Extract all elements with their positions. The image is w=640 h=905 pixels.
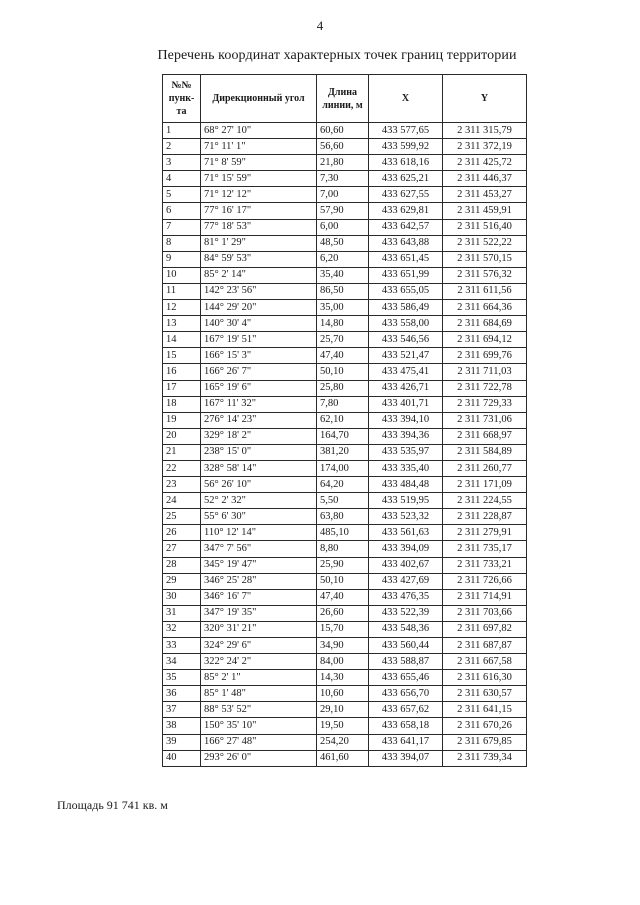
cell-direction-angle: 144° 29' 20" xyxy=(201,300,317,316)
cell-x: 433 642,57 xyxy=(369,219,443,235)
cell-point-number: 24 xyxy=(163,493,201,509)
cell-y: 2 311 446,37 xyxy=(443,171,527,187)
table-row xyxy=(163,267,527,283)
cell-direction-angle: 320° 31' 21" xyxy=(201,621,317,637)
cell-direction-angle: 166° 26' 7" xyxy=(201,364,317,380)
cell-point-number: 8 xyxy=(163,235,201,251)
cell-point-number: 32 xyxy=(163,621,201,637)
cell-direction-angle: 346° 25' 28" xyxy=(201,573,317,589)
cell-direction-angle: 166° 27' 48" xyxy=(201,734,317,750)
cell-y: 2 311 670,26 xyxy=(443,718,527,734)
cell-x: 433 523,32 xyxy=(369,509,443,525)
cell-point-number: 6 xyxy=(163,203,201,219)
cell-y: 2 311 668,97 xyxy=(443,428,527,444)
cell-point-number: 2 xyxy=(163,139,201,155)
cell-y: 2 311 664,36 xyxy=(443,300,527,316)
cell-x: 433 521,47 xyxy=(369,348,443,364)
cell-x: 433 394,36 xyxy=(369,428,443,444)
cell-x: 433 426,71 xyxy=(369,380,443,396)
table-row xyxy=(163,686,527,702)
cell-direction-angle: 166° 15' 3" xyxy=(201,348,317,364)
cell-direction-angle: 77° 16' 17" xyxy=(201,203,317,219)
cell-point-number: 22 xyxy=(163,460,201,476)
cell-point-number: 30 xyxy=(163,589,201,605)
cell-x: 433 651,45 xyxy=(369,251,443,267)
cell-direction-angle: 293° 26' 0" xyxy=(201,750,317,766)
cell-x: 433 655,46 xyxy=(369,670,443,686)
cell-y: 2 311 630,57 xyxy=(443,686,527,702)
cell-point-number: 1 xyxy=(163,123,201,139)
cell-point-number: 19 xyxy=(163,412,201,428)
cell-y: 2 311 279,91 xyxy=(443,525,527,541)
table-row xyxy=(163,283,527,299)
cell-line-length: 26,60 xyxy=(317,605,369,621)
cell-x: 433 522,39 xyxy=(369,605,443,621)
cell-point-number: 39 xyxy=(163,734,201,750)
table-row xyxy=(163,670,527,686)
cell-y: 2 311 228,87 xyxy=(443,509,527,525)
cell-direction-angle: 167° 19' 51" xyxy=(201,332,317,348)
cell-direction-angle: 110° 12' 14" xyxy=(201,525,317,541)
cell-y: 2 311 372,19 xyxy=(443,139,527,155)
cell-y: 2 311 684,69 xyxy=(443,316,527,332)
cell-x: 433 484,48 xyxy=(369,477,443,493)
table-row xyxy=(163,364,527,380)
cell-y: 2 311 731,06 xyxy=(443,412,527,428)
cell-x: 433 475,41 xyxy=(369,364,443,380)
cell-x: 433 657,62 xyxy=(369,702,443,718)
header-point-number: №№ пунк-та xyxy=(163,75,201,123)
cell-x: 433 546,56 xyxy=(369,332,443,348)
table-row xyxy=(163,203,527,219)
header-y: Y xyxy=(443,75,527,123)
cell-y: 2 311 694,12 xyxy=(443,332,527,348)
cell-direction-angle: 56° 26' 10" xyxy=(201,477,317,493)
table-row xyxy=(163,396,527,412)
cell-direction-angle: 324° 29' 6" xyxy=(201,638,317,654)
cell-direction-angle: 77° 18' 53" xyxy=(201,219,317,235)
cell-line-length: 485,10 xyxy=(317,525,369,541)
cell-line-length: 25,70 xyxy=(317,332,369,348)
cell-line-length: 15,70 xyxy=(317,621,369,637)
cell-y: 2 311 584,89 xyxy=(443,444,527,460)
cell-line-length: 60,60 xyxy=(317,123,369,139)
cell-x: 433 643,88 xyxy=(369,235,443,251)
cell-line-length: 10,60 xyxy=(317,686,369,702)
cell-line-length: 5,50 xyxy=(317,493,369,509)
table-header-row xyxy=(163,75,527,123)
cell-point-number: 36 xyxy=(163,686,201,702)
cell-direction-angle: 140° 30' 4" xyxy=(201,316,317,332)
cell-line-length: 8,80 xyxy=(317,541,369,557)
cell-y: 2 311 697,82 xyxy=(443,621,527,637)
cell-point-number: 21 xyxy=(163,444,201,460)
cell-point-number: 35 xyxy=(163,670,201,686)
cell-line-length: 50,10 xyxy=(317,364,369,380)
table-row xyxy=(163,460,527,476)
table-row xyxy=(163,477,527,493)
cell-direction-angle: 71° 15' 59" xyxy=(201,171,317,187)
table-row xyxy=(163,444,527,460)
cell-point-number: 14 xyxy=(163,332,201,348)
cell-direction-angle: 238° 15' 0" xyxy=(201,444,317,460)
cell-direction-angle: 85° 1' 48" xyxy=(201,686,317,702)
cell-line-length: 19,50 xyxy=(317,718,369,734)
cell-direction-angle: 71° 8' 59" xyxy=(201,155,317,171)
cell-x: 433 656,70 xyxy=(369,686,443,702)
cell-y: 2 311 522,22 xyxy=(443,235,527,251)
cell-line-length: 7,00 xyxy=(317,187,369,203)
cell-point-number: 10 xyxy=(163,267,201,283)
cell-direction-angle: 68° 27' 10" xyxy=(201,123,317,139)
cell-line-length: 35,40 xyxy=(317,267,369,283)
cell-line-length: 34,90 xyxy=(317,638,369,654)
cell-y: 2 311 735,17 xyxy=(443,541,527,557)
cell-line-length: 50,10 xyxy=(317,573,369,589)
cell-direction-angle: 81° 1' 29" xyxy=(201,235,317,251)
cell-point-number: 9 xyxy=(163,251,201,267)
table-row xyxy=(163,412,527,428)
cell-point-number: 28 xyxy=(163,557,201,573)
cell-y: 2 311 641,15 xyxy=(443,702,527,718)
cell-y: 2 311 726,66 xyxy=(443,573,527,589)
cell-point-number: 34 xyxy=(163,654,201,670)
cell-line-length: 29,10 xyxy=(317,702,369,718)
table-row xyxy=(163,702,527,718)
table-row xyxy=(163,332,527,348)
cell-direction-angle: 347° 19' 35" xyxy=(201,605,317,621)
cell-x: 433 335,40 xyxy=(369,460,443,476)
cell-direction-angle: 167° 11' 32" xyxy=(201,396,317,412)
cell-x: 433 427,69 xyxy=(369,573,443,589)
cell-x: 433 519,95 xyxy=(369,493,443,509)
cell-x: 433 627,55 xyxy=(369,187,443,203)
cell-y: 2 311 611,56 xyxy=(443,283,527,299)
cell-point-number: 12 xyxy=(163,300,201,316)
cell-direction-angle: 84° 59' 53" xyxy=(201,251,317,267)
table-row xyxy=(163,573,527,589)
cell-y: 2 311 703,66 xyxy=(443,605,527,621)
cell-y: 2 311 667,58 xyxy=(443,654,527,670)
cell-y: 2 311 171,09 xyxy=(443,477,527,493)
cell-y: 2 311 576,32 xyxy=(443,267,527,283)
cell-line-length: 21,80 xyxy=(317,155,369,171)
cell-x: 433 655,05 xyxy=(369,283,443,299)
table-row xyxy=(163,525,527,541)
cell-line-length: 48,50 xyxy=(317,235,369,251)
cell-x: 433 629,81 xyxy=(369,203,443,219)
cell-point-number: 13 xyxy=(163,316,201,332)
cell-y: 2 311 729,33 xyxy=(443,396,527,412)
cell-y: 2 311 224,55 xyxy=(443,493,527,509)
cell-direction-angle: 85° 2' 1" xyxy=(201,670,317,686)
cell-x: 433 394,09 xyxy=(369,541,443,557)
cell-x: 433 625,21 xyxy=(369,171,443,187)
cell-point-number: 7 xyxy=(163,219,201,235)
cell-direction-angle: 345° 19' 47" xyxy=(201,557,317,573)
table-row xyxy=(163,219,527,235)
cell-line-length: 86,50 xyxy=(317,283,369,299)
cell-x: 433 641,17 xyxy=(369,734,443,750)
cell-line-length: 381,20 xyxy=(317,444,369,460)
cell-x: 433 577,65 xyxy=(369,123,443,139)
cell-x: 433 651,99 xyxy=(369,267,443,283)
header-line-length: Длина линии, м xyxy=(317,75,369,123)
cell-x: 433 618,16 xyxy=(369,155,443,171)
cell-x: 433 599,92 xyxy=(369,139,443,155)
cell-line-length: 7,80 xyxy=(317,396,369,412)
cell-point-number: 18 xyxy=(163,396,201,412)
cell-y: 2 311 679,85 xyxy=(443,734,527,750)
cell-y: 2 311 714,91 xyxy=(443,589,527,605)
table-row xyxy=(163,734,527,750)
cell-line-length: 164,70 xyxy=(317,428,369,444)
cell-direction-angle: 150° 35' 10" xyxy=(201,718,317,734)
cell-x: 433 561,63 xyxy=(369,525,443,541)
cell-line-length: 254,20 xyxy=(317,734,369,750)
cell-point-number: 5 xyxy=(163,187,201,203)
table-row xyxy=(163,316,527,332)
cell-point-number: 16 xyxy=(163,364,201,380)
cell-point-number: 11 xyxy=(163,283,201,299)
cell-point-number: 20 xyxy=(163,428,201,444)
cell-line-length: 461,60 xyxy=(317,750,369,766)
cell-x: 433 394,10 xyxy=(369,412,443,428)
cell-x: 433 402,67 xyxy=(369,557,443,573)
table-row xyxy=(163,235,527,251)
cell-point-number: 26 xyxy=(163,525,201,541)
table-row xyxy=(163,589,527,605)
cell-point-number: 37 xyxy=(163,702,201,718)
cell-direction-angle: 71° 12' 12" xyxy=(201,187,317,203)
cell-direction-angle: 71° 11' 1" xyxy=(201,139,317,155)
cell-point-number: 3 xyxy=(163,155,201,171)
cell-y: 2 311 425,72 xyxy=(443,155,527,171)
cell-line-length: 7,30 xyxy=(317,171,369,187)
table-row xyxy=(163,557,527,573)
cell-direction-angle: 85° 2' 14" xyxy=(201,267,317,283)
table-row xyxy=(163,541,527,557)
table-row xyxy=(163,251,527,267)
cell-y: 2 311 453,27 xyxy=(443,187,527,203)
cell-line-length: 14,80 xyxy=(317,316,369,332)
page-number: 4 xyxy=(316,18,324,33)
cell-line-length: 14,30 xyxy=(317,670,369,686)
cell-direction-angle: 329° 18' 2" xyxy=(201,428,317,444)
cell-point-number: 15 xyxy=(163,348,201,364)
cell-line-length: 62,10 xyxy=(317,412,369,428)
cell-point-number: 17 xyxy=(163,380,201,396)
cell-line-length: 57,90 xyxy=(317,203,369,219)
cell-direction-angle: 276° 14' 23" xyxy=(201,412,317,428)
cell-point-number: 27 xyxy=(163,541,201,557)
cell-line-length: 47,40 xyxy=(317,589,369,605)
table-row xyxy=(163,718,527,734)
cell-point-number: 31 xyxy=(163,605,201,621)
cell-y: 2 311 516,40 xyxy=(443,219,527,235)
cell-direction-angle: 347° 7' 56" xyxy=(201,541,317,557)
cell-x: 433 548,36 xyxy=(369,621,443,637)
cell-line-length: 174,00 xyxy=(317,460,369,476)
cell-x: 433 560,44 xyxy=(369,638,443,654)
cell-line-length: 47,40 xyxy=(317,348,369,364)
cell-x: 433 394,07 xyxy=(369,750,443,766)
table-row xyxy=(163,348,527,364)
cell-direction-angle: 165° 19' 6" xyxy=(201,380,317,396)
area-text: Площадь 91 741 кв. м xyxy=(57,798,168,812)
table-row xyxy=(163,139,527,155)
cell-point-number: 23 xyxy=(163,477,201,493)
cell-y: 2 311 570,15 xyxy=(443,251,527,267)
cell-direction-angle: 52° 2' 32" xyxy=(201,493,317,509)
table-row xyxy=(163,300,527,316)
cell-y: 2 311 616,30 xyxy=(443,670,527,686)
cell-point-number: 4 xyxy=(163,171,201,187)
cell-x: 433 586,49 xyxy=(369,300,443,316)
cell-y: 2 311 459,91 xyxy=(443,203,527,219)
cell-direction-angle: 142° 23' 56" xyxy=(201,283,317,299)
cell-point-number: 33 xyxy=(163,638,201,654)
cell-point-number: 40 xyxy=(163,750,201,766)
cell-y: 2 311 733,21 xyxy=(443,557,527,573)
cell-line-length: 25,80 xyxy=(317,380,369,396)
cell-line-length: 6,00 xyxy=(317,219,369,235)
cell-y: 2 311 722,78 xyxy=(443,380,527,396)
cell-point-number: 38 xyxy=(163,718,201,734)
cell-y: 2 311 687,87 xyxy=(443,638,527,654)
cell-x: 433 476,35 xyxy=(369,589,443,605)
cell-line-length: 35,00 xyxy=(317,300,369,316)
table-row xyxy=(163,187,527,203)
cell-direction-angle: 88° 53' 52" xyxy=(201,702,317,718)
cell-point-number: 25 xyxy=(163,509,201,525)
document-title: Перечень координат характерных точек границ территории xyxy=(157,48,517,63)
cell-direction-angle: 55° 6' 30" xyxy=(201,509,317,525)
cell-x: 433 535,97 xyxy=(369,444,443,460)
table-row xyxy=(163,155,527,171)
cell-y: 2 311 260,77 xyxy=(443,460,527,476)
cell-line-length: 84,00 xyxy=(317,654,369,670)
cell-direction-angle: 322° 24' 2" xyxy=(201,654,317,670)
cell-line-length: 63,80 xyxy=(317,509,369,525)
cell-y: 2 311 711,03 xyxy=(443,364,527,380)
table-row xyxy=(163,171,527,187)
coordinates-table xyxy=(162,74,527,767)
table-row xyxy=(163,123,527,139)
cell-line-length: 25,90 xyxy=(317,557,369,573)
table-row xyxy=(163,428,527,444)
cell-x: 433 558,00 xyxy=(369,316,443,332)
cell-point-number: 29 xyxy=(163,573,201,589)
cell-y: 2 311 315,79 xyxy=(443,123,527,139)
cell-line-length: 6,20 xyxy=(317,251,369,267)
table-row xyxy=(163,509,527,525)
cell-x: 433 658,18 xyxy=(369,718,443,734)
table-row xyxy=(163,605,527,621)
cell-y: 2 311 739,34 xyxy=(443,750,527,766)
table-body xyxy=(163,123,527,767)
cell-x: 433 401,71 xyxy=(369,396,443,412)
cell-direction-angle: 328° 58' 14" xyxy=(201,460,317,476)
table-row xyxy=(163,493,527,509)
table-row xyxy=(163,380,527,396)
table-row xyxy=(163,621,527,637)
cell-line-length: 64,20 xyxy=(317,477,369,493)
cell-direction-angle: 346° 16' 7" xyxy=(201,589,317,605)
header-x: X xyxy=(369,75,443,123)
table-row xyxy=(163,654,527,670)
cell-x: 433 588,87 xyxy=(369,654,443,670)
header-direction-angle: Дирекционный угол xyxy=(201,75,317,123)
cell-line-length: 56,60 xyxy=(317,139,369,155)
cell-y: 2 311 699,76 xyxy=(443,348,527,364)
table-row xyxy=(163,750,527,766)
table-row xyxy=(163,638,527,654)
